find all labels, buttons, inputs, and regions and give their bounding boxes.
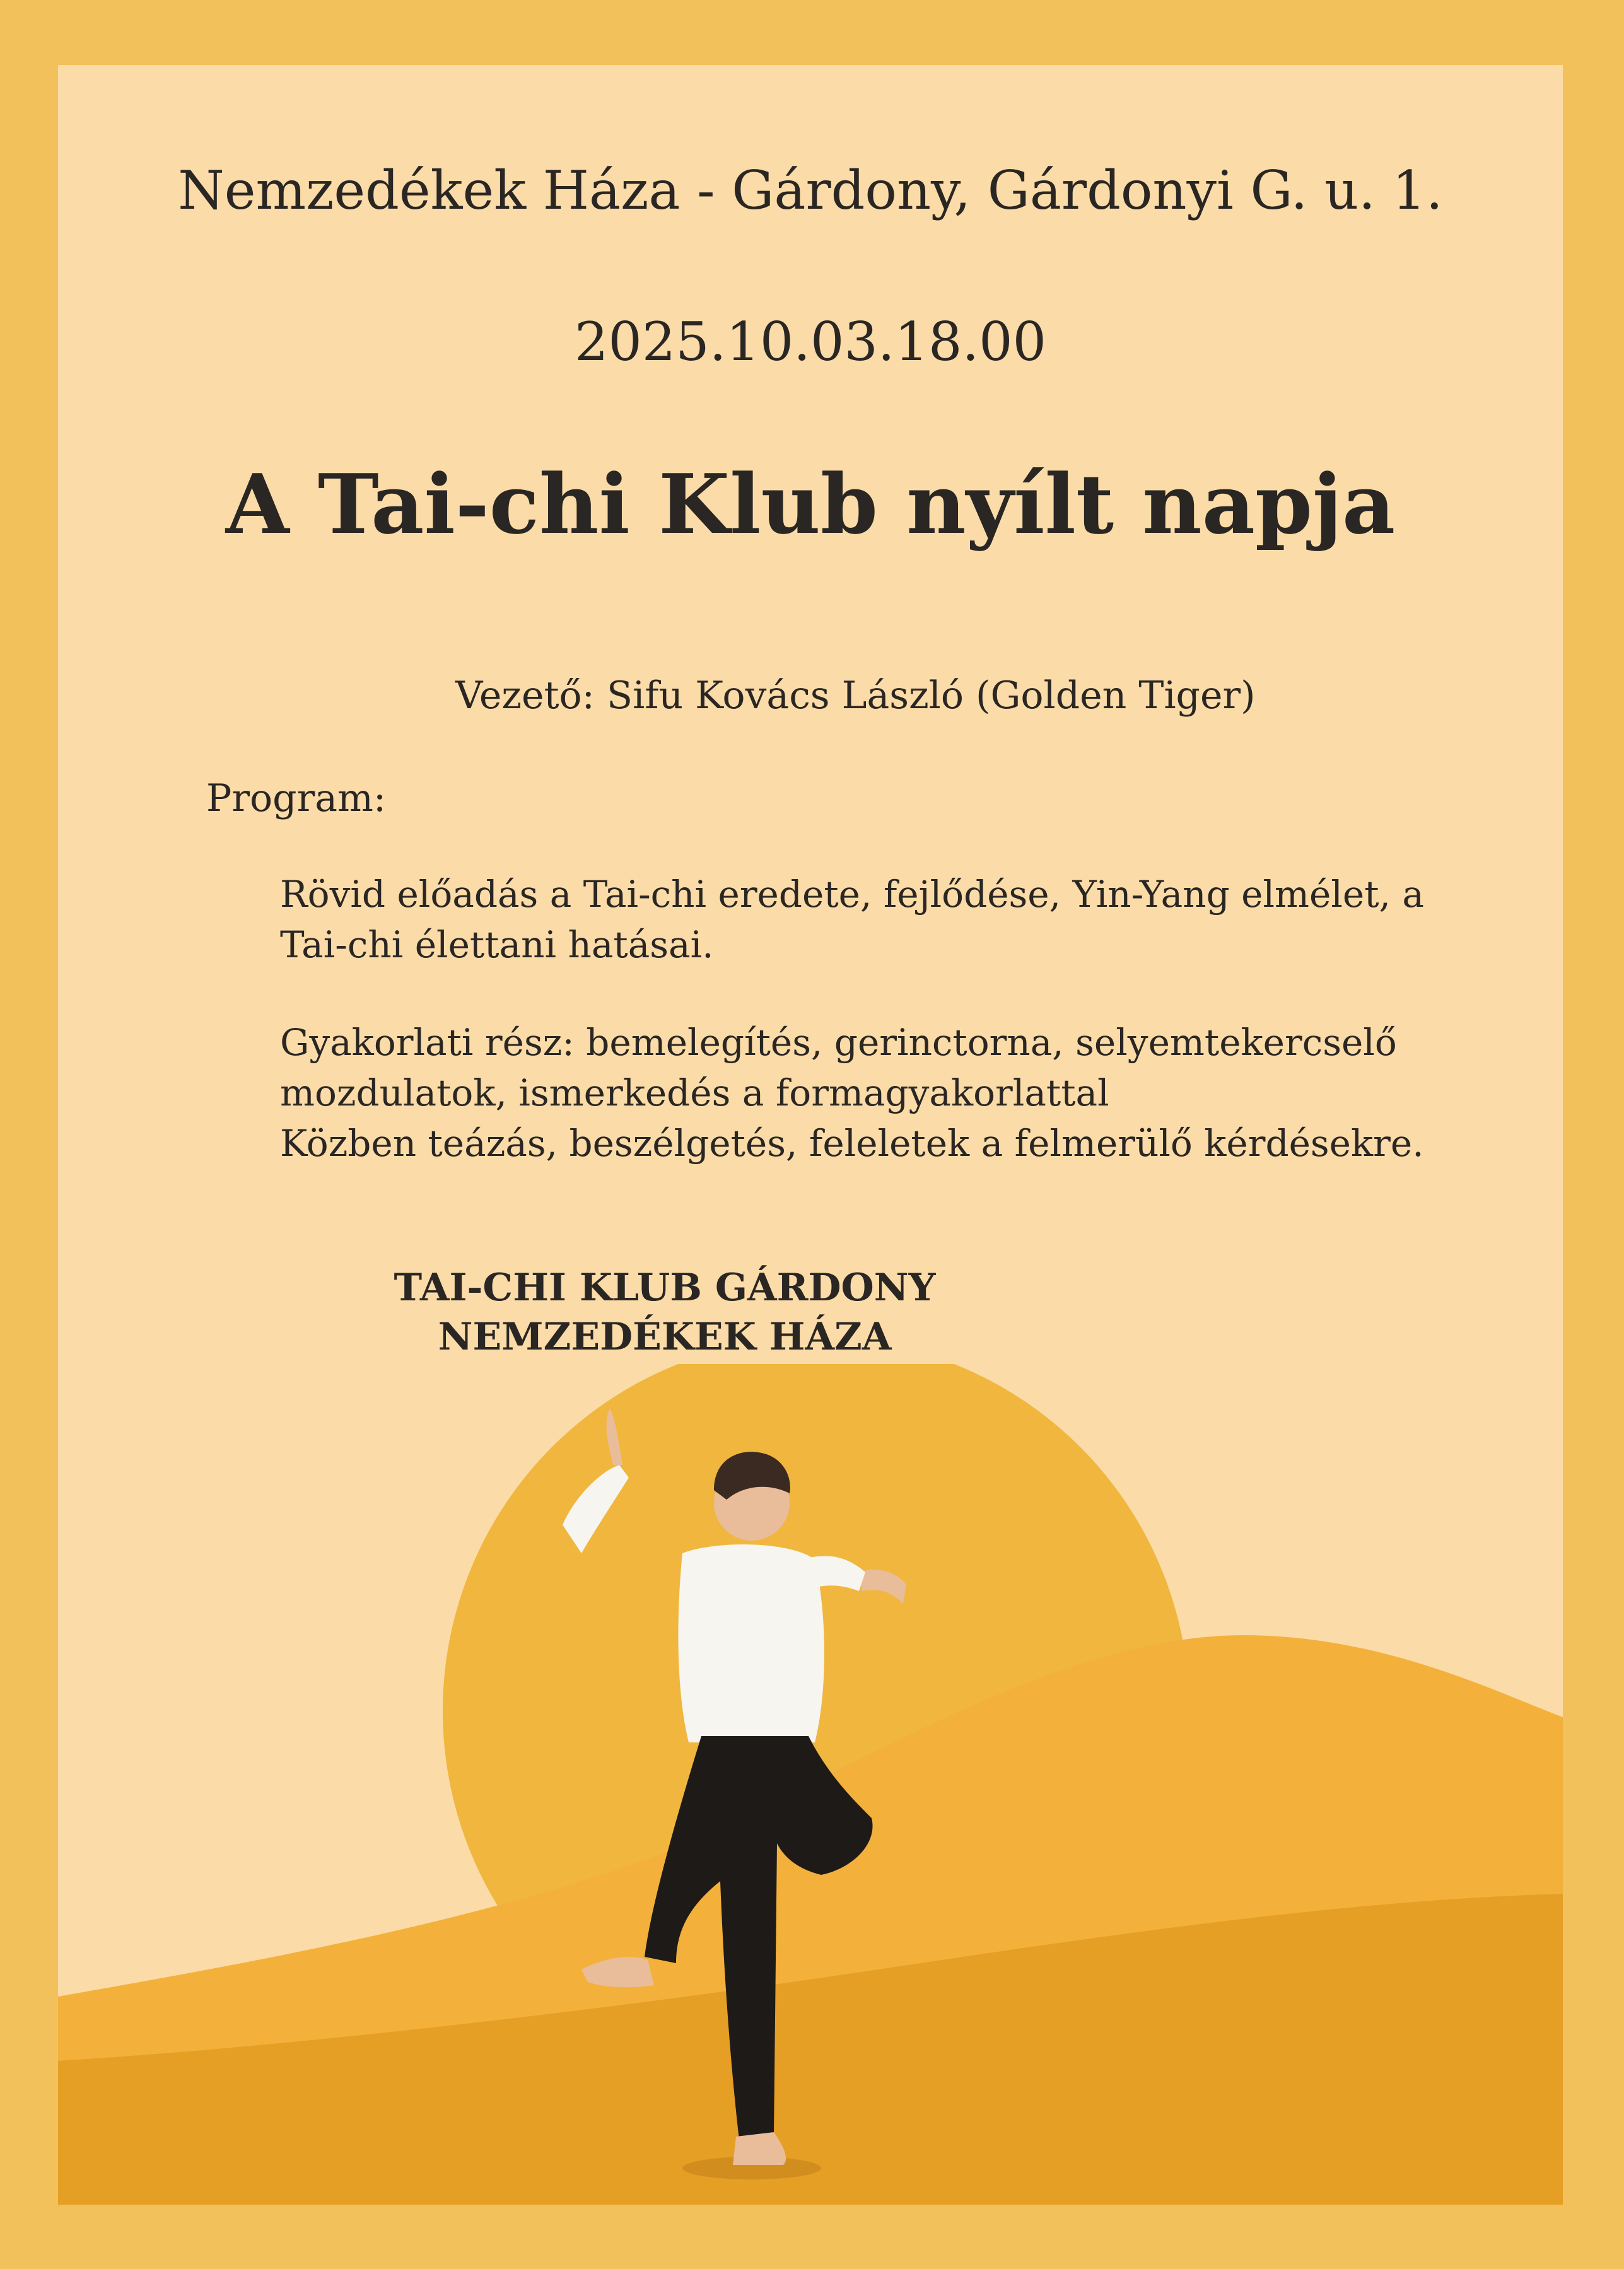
organizer-name: TAI-CHI KLUB GÁRDONY xyxy=(394,1266,936,1310)
program-item-practice-line: mozdulatok, ismerkedés a formagyakorlattal xyxy=(280,1071,1109,1114)
poster xyxy=(58,65,1563,2205)
organizer-venue: NEMZEDÉKEK HÁZA xyxy=(438,1315,892,1359)
venue-address: Nemzedékek Háza - Gárdony, Gárdonyi G. u. 1. xyxy=(178,160,1443,221)
program-item-practice-line: Gyakorlati rész: bemelegítés, gerinctorna, selyemtekercselő xyxy=(280,1021,1397,1064)
leader-line: Vezető: Sifu Kovács László (Golden Tiger) xyxy=(455,674,1256,718)
program-item-practice xyxy=(280,1017,1510,1169)
tai-chi-illustration xyxy=(58,1364,1563,2205)
program-item-lecture-line: Rövid előadás a Tai-chi eredete, fejlődése, Yin-Yang elmélet, a xyxy=(280,873,1425,916)
program-item-lecture xyxy=(280,869,1478,970)
white-shirt xyxy=(678,1544,824,1742)
page-title: A Tai-chi Klub nyílt napja xyxy=(225,456,1396,552)
program-item-lecture-line: Tai-chi élettani hatásai. xyxy=(280,923,714,966)
program-label: Program: xyxy=(206,776,387,820)
program-item-practice-line: Közben teázás, beszélgetés, feleletek a felmerülő kérdésekre. xyxy=(280,1122,1424,1165)
organizer-block xyxy=(349,1263,980,1362)
poster-text-area xyxy=(58,65,1563,1364)
event-datetime: 2025.10.03.18.00 xyxy=(574,311,1047,373)
